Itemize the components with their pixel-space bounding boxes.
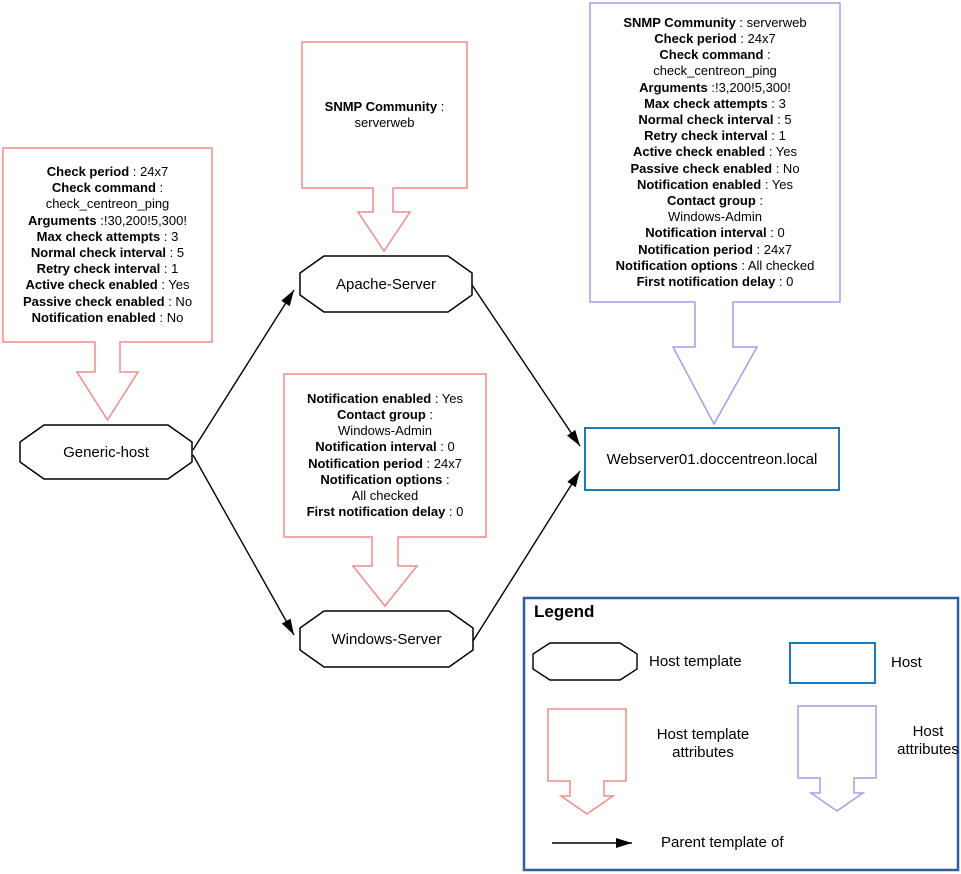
attribute-value: : [755,193,764,208]
attribute-value: : [155,180,164,196]
attribute-value: : Yes [761,176,794,192]
apache-snmp-attributes-text [302,42,467,188]
legend-parent-template-label: Parent template of [661,834,784,851]
attribute-label: SNMP Community [324,98,438,114]
attribute-line [590,274,840,290]
attribute-label: Normal check interval [638,111,774,127]
attribute-value: : 24x7 [422,455,462,471]
attribute-line [284,504,486,520]
attribute-label: Contact group [666,193,756,208]
windows-server-label: Windows-Server [331,630,442,648]
attribute-value: : 1 [160,261,179,277]
attribute-value: : No [164,293,193,309]
attribute-label: Notification enabled [306,390,432,406]
attribute-value: : No [155,309,184,325]
attribute-label: Check period [46,163,130,179]
attribute-value: : All checked [737,257,815,273]
attribute-line [590,96,840,112]
attribute-value: : 0 [775,274,794,290]
attribute-line [284,423,486,439]
attribute-line [284,407,486,423]
attribute-value: : [425,406,434,422]
attribute-value: : 24x7 [129,163,169,179]
attribute-line [590,31,840,47]
legend-host-symbol [790,643,875,683]
attribute-line [590,258,840,274]
legend-host-template-label: Host template [649,653,742,670]
attribute-label: Check command [51,180,156,196]
attribute-line [590,144,840,160]
attribute-line [590,15,840,31]
attribute-value: : 0 [436,439,455,455]
attribute-line [284,488,486,504]
attribute-line [590,225,840,241]
attribute-line [284,439,486,455]
attribute-line [302,99,467,115]
attribute-line [590,193,840,209]
legend-host-template-symbol [533,643,637,680]
attribute-label: Retry check interval [644,128,768,144]
attribute-line [590,112,840,128]
attribute-value: check_centreon_ping [45,196,170,212]
attribute-label: Active check enabled [25,277,158,293]
attribute-label: SNMP Community [623,14,736,30]
attribute-label: Notification options [320,471,443,487]
attribute-value: serverweb [354,115,415,130]
webserver-host-attributes-text [590,3,840,302]
attribute-label: Check period [654,30,737,46]
attribute-label: Notification enabled [31,309,156,325]
attribute-value: : 24x7 [736,30,776,46]
attribute-value: Windows-Admin [668,209,762,225]
legend-host-attributes-label: Host attributes [897,723,959,758]
attribute-line [3,261,212,277]
legend-host-template-attributes-label: Host template attributes [656,726,750,761]
attribute-line [284,472,486,488]
attribute-line [3,213,212,229]
attribute-label: Notification enabled [636,176,762,192]
generic-host-label: Generic-host [63,443,149,461]
attribute-value: : Yes [765,144,798,160]
attribute-value: : Yes [431,390,464,406]
attribute-value: :!30,200!5,300! [96,212,187,228]
attribute-label: Arguments [28,212,97,228]
attribute-label: Notification interval [645,225,767,241]
attribute-value: : 5 [166,245,185,260]
attribute-line [590,209,840,225]
attribute-label: Notification options [615,257,738,273]
webserver-host-label: Webserver01.doccentreon.local [606,450,818,468]
attribute-value: : 0 [445,504,464,520]
attribute-label: First notification delay [636,274,776,290]
attribute-value: :!3,200!5,300! [707,79,791,95]
attribute-label: Passive check enabled [22,293,165,309]
attribute-line [302,115,467,131]
windows-notification-attributes-text [284,374,486,537]
attribute-label: Notification period [308,455,423,471]
attribute-label: Retry check interval [36,261,161,277]
attribute-label: Max check attempts [644,95,768,111]
attribute-line [3,277,212,293]
attribute-value: : serverweb [735,14,807,30]
attribute-line [590,80,840,96]
attribute-line [590,47,840,63]
attribute-label: Notification interval [315,439,437,455]
attribute-label: First notification delay [306,504,446,520]
legend-title: Legend [534,602,595,621]
attribute-label: Check command [659,47,764,63]
generic-host-attributes-text [3,148,212,342]
legend-host-label: Host [891,654,922,671]
attribute-label: Notification period [638,241,753,257]
attribute-value: : Yes [157,277,190,293]
edge-apache-to-webserver [472,285,580,446]
attribute-line [3,229,212,245]
attribute-line [590,242,840,258]
attribute-value: Windows-Admin [338,423,432,439]
attribute-line [590,128,840,144]
attribute-label: Arguments [639,79,708,95]
apache-server-label: Apache-Server [335,275,437,293]
attribute-value: : 24x7 [752,241,792,257]
attribute-line [590,161,840,177]
attribute-value: check_centreon_ping [653,63,777,79]
attribute-label: Passive check enabled [630,160,773,176]
attribute-label: Contact group [336,406,426,422]
attribute-line [3,180,212,196]
attribute-value: All checked [351,487,419,503]
attribute-value: : No [772,160,800,176]
attribute-value: : [437,98,445,114]
attribute-value: : 5 [773,111,792,127]
attribute-line [3,164,212,180]
attribute-line [3,196,212,212]
attribute-line [284,456,486,472]
attribute-line [3,245,212,261]
attribute-label: Normal check interval [30,245,167,260]
attribute-value: : [442,471,450,487]
attribute-value: : 3 [767,95,786,111]
attribute-line [590,177,840,193]
attribute-line [284,391,486,407]
attribute-label: Active check enabled [632,144,766,160]
edge-generic-to-windows [193,455,294,635]
attribute-line [3,310,212,326]
attribute-line [3,294,212,310]
attribute-value: : 1 [767,128,786,144]
attribute-label: Max check attempts [36,228,161,244]
attribute-value: : 0 [766,225,785,241]
attribute-line [590,63,840,79]
attribute-value: : [763,47,771,63]
attribute-value: : 3 [160,228,179,244]
